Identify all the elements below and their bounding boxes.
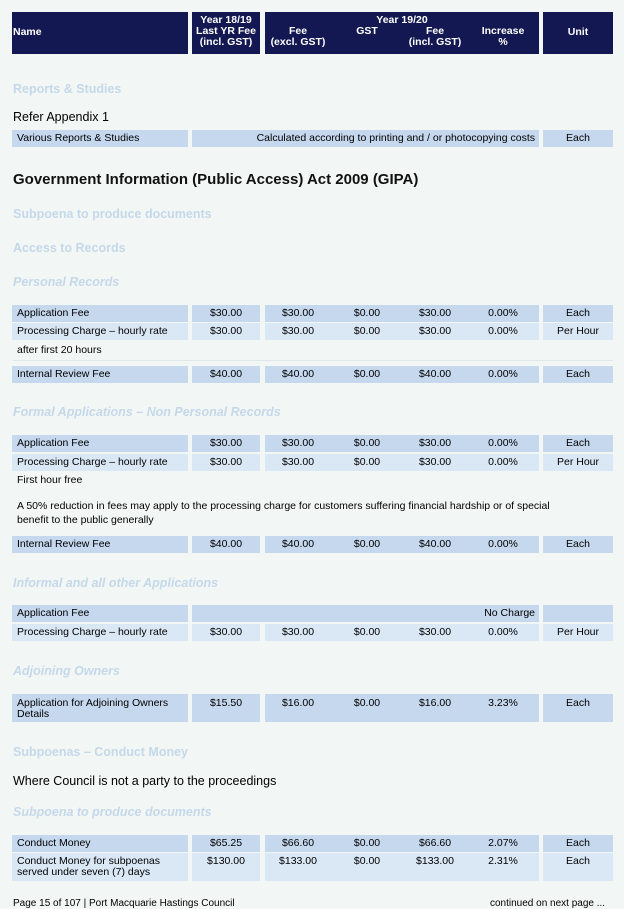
- table-row: [0, 435, 624, 452]
- row-unit: Each: [566, 368, 590, 380]
- row-excl: $30.00: [281, 307, 315, 319]
- header-increase: Increase: [481, 25, 525, 37]
- row-unit: Each: [566, 307, 590, 319]
- row-name: Conduct Money: [17, 837, 91, 849]
- table-header-prev-year: [192, 12, 260, 54]
- row-gst: $0.00: [353, 626, 381, 638]
- formal-note-reduction-1: A 50% reduction in fees may apply to the processing charge for customers suffering financial hardship or of special: [17, 500, 550, 512]
- row-excl: $66.60: [281, 837, 315, 849]
- header-name: Name: [13, 26, 42, 38]
- row-increase: 0.00%: [488, 626, 518, 638]
- row-last: $40.00: [209, 538, 243, 550]
- row-name: Application Fee: [17, 437, 90, 449]
- personal-note: after first 20 hours: [17, 344, 102, 356]
- row-last: $30.00: [209, 456, 243, 468]
- row-increase: 0.00%: [488, 325, 518, 337]
- page-footer-left: Page 15 of 107 | Port Macquarie Hastings Council: [13, 898, 235, 909]
- row-unit: Per Hour: [556, 626, 599, 638]
- row-incl: $66.60: [418, 837, 452, 849]
- row-gst: $0.00: [353, 837, 381, 849]
- table-header-cur-year: [265, 12, 539, 54]
- header-last-yr-fee: Last YR Fee: [196, 25, 256, 37]
- row-increase: 0.00%: [488, 368, 518, 380]
- row-name-cont: served under seven (7) days: [17, 866, 151, 878]
- row-incl: $30.00: [418, 456, 452, 468]
- divider: [13, 360, 613, 361]
- header-increase-pct: %: [498, 36, 508, 48]
- row-gst: $0.00: [353, 538, 381, 550]
- table-row: [0, 366, 624, 383]
- row-gst: $0.00: [353, 456, 381, 468]
- table-row: [0, 454, 624, 471]
- row-excl: $133.00: [279, 855, 317, 867]
- header-gst: GST: [356, 25, 378, 37]
- row-increase: 0.00%: [488, 307, 518, 319]
- table-row: [0, 536, 624, 553]
- header-unit: Unit: [567, 26, 589, 38]
- row-excl: $40.00: [281, 538, 315, 550]
- row-last: $65.25: [209, 837, 243, 849]
- row-name: Application for Adjoining Owners: [17, 697, 169, 709]
- row-last: $30.00: [209, 626, 243, 638]
- row-incl: $30.00: [418, 626, 452, 638]
- row-unit: Each: [566, 697, 590, 709]
- row-gst: $0.00: [353, 697, 381, 709]
- row-excl: $40.00: [281, 368, 315, 380]
- refer-appendix: Refer Appendix 1: [13, 110, 109, 124]
- row-increase: 2.31%: [488, 855, 518, 867]
- row-last: $15.50: [209, 697, 243, 709]
- row-incl: $133.00: [416, 855, 454, 867]
- row-unit: Per Hour: [556, 325, 599, 337]
- row-incl: $30.00: [418, 437, 452, 449]
- row-excl: $30.00: [281, 437, 315, 449]
- row-excl: $16.00: [281, 697, 315, 709]
- row-increase: 0.00%: [488, 437, 518, 449]
- row-name: Conduct Money for subpoenas: [17, 855, 161, 867]
- header-year-prev: Year 18/19: [200, 14, 252, 26]
- row-unit: Each: [566, 855, 590, 867]
- row-increase: 3.23%: [488, 697, 518, 709]
- row-last: $130.00: [207, 855, 245, 867]
- table-row: [0, 835, 624, 852]
- header-fee-incl-sub: (incl. GST): [408, 36, 462, 48]
- row-name: Processing Charge – hourly rate: [17, 325, 168, 337]
- table-row: [0, 853, 624, 881]
- header-fee-excl: Fee: [288, 25, 308, 37]
- row-gst: $0.00: [353, 307, 381, 319]
- row-name-cont: Details: [17, 708, 50, 720]
- row-name: Application Fee: [17, 307, 90, 319]
- row-excl: $30.00: [281, 456, 315, 468]
- row-unit: Per Hour: [556, 456, 599, 468]
- row-incl: $16.00: [418, 697, 452, 709]
- table-row: [0, 323, 624, 340]
- row-last: $30.00: [209, 307, 243, 319]
- formal-note-reduction-2: benefit to the public generally: [17, 514, 154, 526]
- page-footer-right: continued on next page ...: [490, 898, 606, 909]
- header-year-cur: Year 19/20: [376, 14, 428, 26]
- row-gst: $0.00: [353, 437, 381, 449]
- row-name: Processing Charge – hourly rate: [17, 456, 168, 468]
- section-subpoena: Subpoena to produce documents: [13, 207, 212, 221]
- section-adjoining: Adjoining Owners: [13, 664, 120, 678]
- section-reports: Reports & Studies: [13, 82, 122, 96]
- gipa-title: Government Information (Public Access) Act 2009 (GIPA): [13, 171, 419, 188]
- row-name: Internal Review Fee: [17, 538, 111, 550]
- row-no-charge: No Charge: [484, 607, 535, 619]
- row-increase: 0.00%: [488, 456, 518, 468]
- row-name: Various Reports & Studies: [17, 132, 140, 144]
- row-gst: $0.00: [353, 325, 381, 337]
- row-increase: 2.07%: [488, 837, 518, 849]
- row-incl: $30.00: [418, 325, 452, 337]
- row-last: $30.00: [209, 325, 243, 337]
- row-unit: Each: [566, 437, 590, 449]
- table-row: [0, 624, 624, 641]
- section-personal: Personal Records: [13, 275, 120, 289]
- table-row: [0, 130, 624, 147]
- row-excl: $30.00: [281, 626, 315, 638]
- row-unit: Each: [566, 132, 590, 144]
- formal-note-first-hour: First hour free: [17, 474, 83, 486]
- row-excl: $30.00: [281, 325, 315, 337]
- table-header-unit: [543, 12, 613, 54]
- row-incl: $40.00: [418, 368, 452, 380]
- section-informal: Informal and all other Applications: [13, 576, 219, 590]
- row-name: Processing Charge – hourly rate: [17, 626, 168, 638]
- header-fee-incl: Fee: [425, 25, 445, 37]
- row-name: Application Fee: [17, 607, 90, 619]
- conduct-note: Where Council is not a party to the proceedings: [13, 774, 277, 788]
- row-unit: Each: [566, 837, 590, 849]
- section-access: Access to Records: [13, 241, 126, 255]
- row-span-text: Calculated according to printing and / or photocopying costs: [256, 132, 535, 144]
- row-last: $30.00: [209, 437, 243, 449]
- table-row: [0, 305, 624, 322]
- section-formal: Formal Applications – Non Personal Records: [13, 405, 281, 419]
- row-increase: 0.00%: [488, 538, 518, 550]
- row-gst: $0.00: [353, 368, 381, 380]
- row-incl: $30.00: [418, 307, 452, 319]
- row-last: $40.00: [209, 368, 243, 380]
- section-conduct: Subpoenas – Conduct Money: [13, 745, 189, 759]
- table-row: [0, 605, 624, 622]
- row-name: Internal Review Fee: [17, 368, 111, 380]
- row-incl: $40.00: [418, 538, 452, 550]
- header-last-yr-fee-incl: (incl. GST): [199, 36, 253, 48]
- row-unit: Each: [566, 538, 590, 550]
- header-fee-excl-sub: (excl. GST): [270, 36, 326, 48]
- table-row: [0, 694, 624, 722]
- row-gst: $0.00: [353, 855, 381, 867]
- section-subpoena-2: Subpoena to produce documents: [13, 805, 212, 819]
- table-header: [12, 12, 188, 54]
